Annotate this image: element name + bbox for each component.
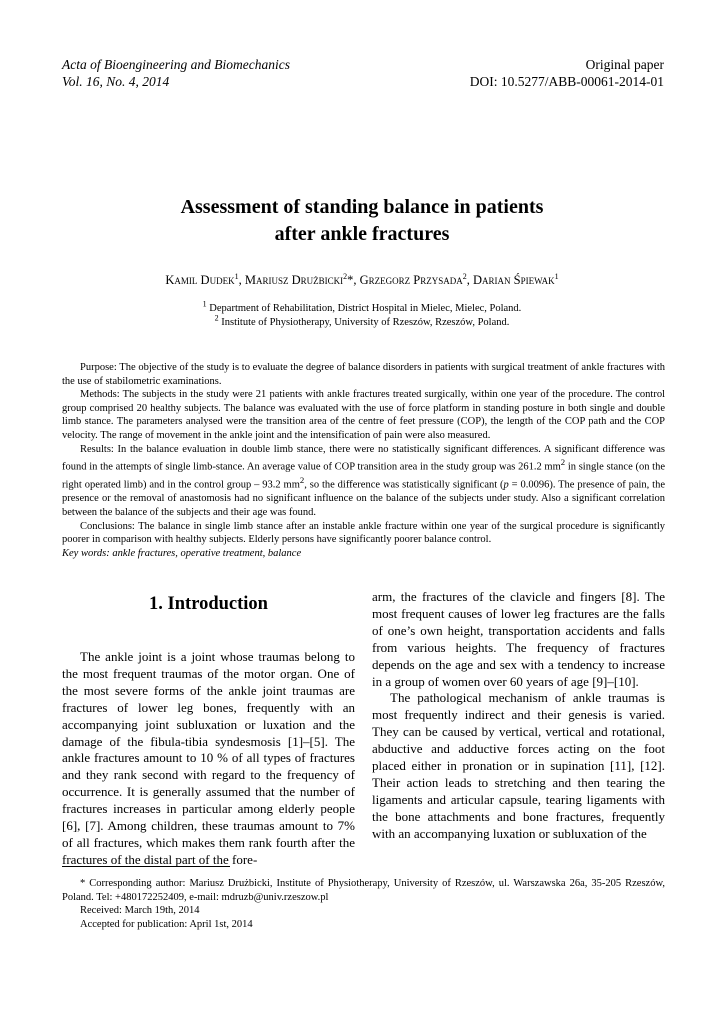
paper-info (470, 56, 664, 90)
abstract-results (62, 443, 665, 520)
journal-header (62, 56, 290, 90)
author-name: Grzegorz Przysada (359, 273, 463, 287)
author-separator: , (466, 273, 473, 287)
affiliations (62, 299, 662, 330)
affiliation-text: Institute of Physiotherapy, University of Rzeszów, Rzeszów, Poland. (218, 317, 510, 328)
journal-volume: Vol. 16, No. 4, 2014 (62, 74, 170, 89)
keywords-text: : ankle fractures, operative treatment, balance (106, 548, 302, 559)
author-name: Darian Śpiewak (472, 273, 555, 287)
results-text: = 0.0096). The presence of pain, the presence or the removal of anastomosis had no significant influence on the balance of the subjects under study. Also a significant correlation between the balance of the subjects and their age was found. (62, 479, 665, 518)
article-title (62, 194, 662, 248)
body-column-left (62, 584, 355, 869)
paper-type: Original paper (585, 57, 664, 72)
author-affiliation-mark: 2 (343, 271, 348, 281)
author-affiliation-mark: 1 (554, 271, 559, 281)
author-list (62, 272, 662, 288)
results-text: Results: In the balance evaluation in double limb stance, there were no statistically significant differences. A significant difference was found in the attempts of single limb-stance. An average value of COP transition area in the study group was 261.2 mm (62, 443, 665, 473)
affiliation (62, 299, 662, 316)
results-superscript: 2 (560, 457, 566, 468)
results-text: , so the difference was statistically significant ( (304, 479, 504, 491)
footnote (62, 877, 665, 931)
results-text: in single stance (on the right operated limb) and in the control group – 93.2 mm (62, 461, 665, 491)
results-p-symbol: p (503, 479, 509, 491)
corresponding-author: * Corresponding author: Mariusz Drużbicki, Institute of Physiotherapy, University of Rzeszów, ul. Warszawska 26a, 35-205 Rzeszów, Poland. Tel: +480172252409, e-mail: mdruzb@univ.rzeszow.pl (62, 878, 665, 903)
author-affiliation-mark: 2 (462, 271, 467, 281)
keywords-label: Key words (62, 548, 107, 559)
title-line-1: Assessment of standing balance in patients (180, 196, 544, 218)
keywords (62, 547, 301, 561)
author (245, 273, 360, 287)
abstract-methods: Methods: The subjects in the study were 21 patients with ankle fractures treated surgically, within one year of the procedure. The control group comprised 20 healthy subjects. The balance was evaluated with the use of force platform in standing posture in both single and double limb stance. The parameters analysed were the transition area of the centre of feet pressure (COP), the length of the COP path and the COP velocity. The range of movement in the ankle joint and the intensification of pain were also measured. (62, 389, 665, 441)
body-paragraph: The pathological mechanism of ankle traumas is most frequently indirect and their genesis is varied. They can be caused by vertical, vertical and rotational, abductive and adductive forces acting on the foot placed either in pronation or in supination [11], [12]. Their action leads to stretching and then tearing the ligaments and articular capsule, tearing ligaments with the bone attachments and bone fractures, frequently with an accompanying luxation or subluxation of the (372, 690, 665, 841)
body-column-right (372, 589, 665, 843)
body-paragraph: The ankle joint is a joint whose traumas belong to the most frequent traumas of the motor organ. One of the most severe forms of the ankle joint traumas are fractures of lower leg bones, frequently with an accompanying joint subluxation or luxation and the damage of the fibula-tibia syndesmosis [1]–[5]. The ankle fractures amount to 10 % of all types of fractures and they rank second with regard to the frequency of occurrence. It is generally assumed that the number of fractures increases in particular among elderly people [6], [7]. Among children, these traumas amount to 7% of all fractures, which makes them rank fourth after the fractures of the distal part of the fore- (62, 649, 355, 867)
affiliation-text: Department of Rehabilitation, District Hospital in Mielec, Mielec, Poland. (206, 303, 522, 314)
received-date: Received: March 19th, 2014 (80, 905, 200, 916)
body-paragraph-continued: arm, the fractures of the clavicle and fingers [8]. The most frequent causes of lower leg fractures are the falls of one’s own height, transportation accidents and falls from various heights. The frequency of fractures depends on the age and sex with a tendency to increase in a group of women over 60 years of age [9]–[10]. (372, 589, 665, 689)
accepted-date: Accepted for publication: April 1st, 2014 (80, 918, 253, 930)
abstract-conclusions: Conclusions: The balance in single limb stance after an instable ankle fracture within one year of the surgical procedure is significantly poorer in comparison with healthy subjects. Elderly persons have significantly poorer balance control. (62, 520, 665, 546)
footnote-divider (62, 866, 230, 867)
affiliation-mark: 2 (214, 313, 219, 323)
author-separator: , (238, 273, 245, 287)
paper-doi: DOI: 10.5277/ABB-00061-2014-01 (469, 74, 664, 89)
author-affiliation-mark: 1 (234, 271, 239, 281)
abstract (62, 361, 665, 547)
author (473, 273, 559, 287)
journal-name: Acta of Bioengineering and Biomechanics (62, 57, 290, 72)
author (360, 273, 473, 287)
author-name: Mariusz Drużbicki (244, 273, 344, 287)
title-line-2: after ankle fractures (274, 223, 450, 245)
section-heading: 1. Introduction (149, 594, 268, 614)
affiliation-mark: 1 (202, 299, 207, 309)
abstract-purpose: Purpose: The objective of the study is to evaluate the degree of balance disorders in patients with surgical treatment of ankle fractures with the use of stabilometric examinations. (62, 362, 665, 387)
affiliation (62, 313, 662, 330)
results-superscript: 2 (299, 475, 305, 486)
author-separator: *, (347, 273, 360, 287)
author-name: Kamil Dudek (165, 273, 235, 287)
author (165, 273, 244, 287)
